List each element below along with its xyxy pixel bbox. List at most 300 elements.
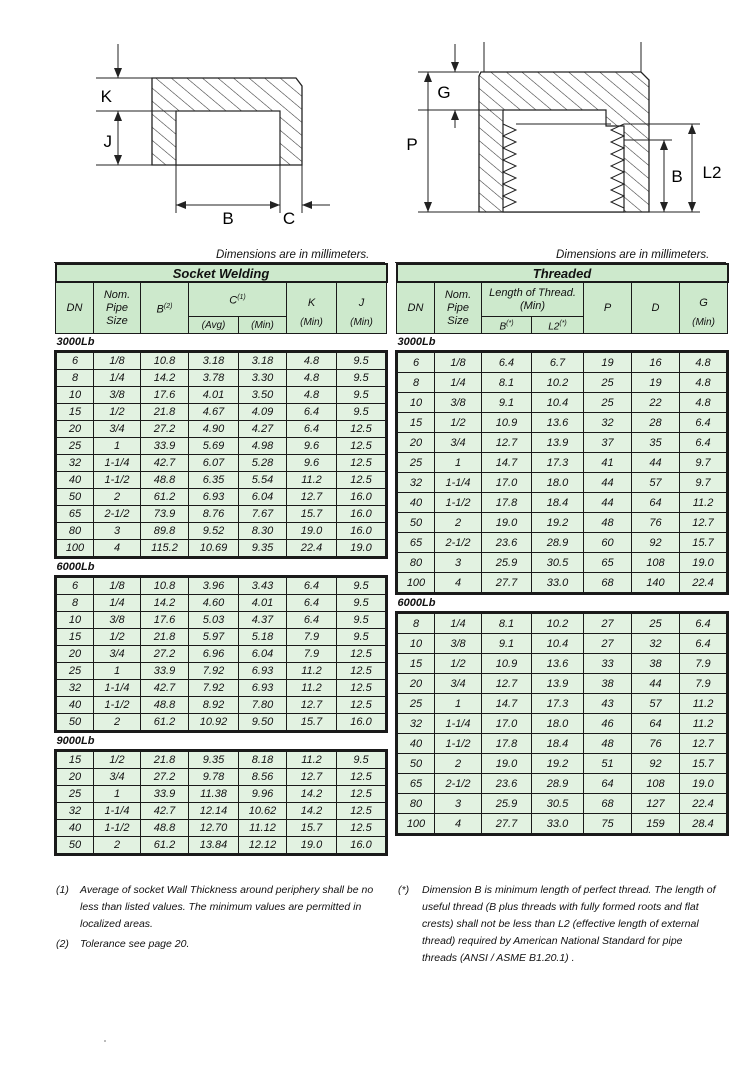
table-cell: 16.0 xyxy=(337,714,387,732)
table-cell: 32 xyxy=(397,714,435,734)
table-cell: 1-1/4 xyxy=(435,473,482,493)
footnote-text: Average of socket Wall Thickness around periphery shall be no xyxy=(80,884,374,896)
table-cell: 159 xyxy=(632,814,680,835)
table-cell: 2 xyxy=(435,513,482,533)
table-cell: 11.12 xyxy=(239,820,287,837)
table-cell: 108 xyxy=(632,774,680,794)
table-cell: 6.07 xyxy=(189,455,239,472)
table-cell: 65 xyxy=(584,553,632,573)
label-j: J xyxy=(103,132,112,151)
table-row xyxy=(397,794,728,814)
table-cell: 10.4 xyxy=(532,634,584,654)
footnote-number: (*) xyxy=(398,884,410,896)
table-cell: 13.84 xyxy=(189,837,239,855)
table-cell: 4.27 xyxy=(239,421,287,438)
table-cell: 8.76 xyxy=(189,506,239,523)
table-cell: 64 xyxy=(584,774,632,794)
col-j: J (Min) xyxy=(337,282,387,334)
socket-welding-table xyxy=(54,263,388,856)
table-cell: 115.2 xyxy=(141,540,189,558)
table-cell: 3/4 xyxy=(94,769,141,786)
threaded-footnotes xyxy=(398,882,728,982)
table-cell: 14.2 xyxy=(287,786,337,803)
table-cell: 2-1/2 xyxy=(435,533,482,553)
table-cell: 3 xyxy=(94,523,141,540)
table-cell: 12.5 xyxy=(337,697,387,714)
table-cell: 9.5 xyxy=(337,612,387,629)
table-cell: 22.4 xyxy=(680,573,728,594)
table-cell: 1 xyxy=(435,694,482,714)
table-row xyxy=(397,714,728,734)
table-cell: 27.2 xyxy=(141,421,189,438)
col-k: K (Min) xyxy=(287,282,337,334)
table-row xyxy=(397,634,728,654)
table-cell: 32 xyxy=(56,455,94,472)
pressure-class-row xyxy=(56,334,387,352)
label-b: B xyxy=(222,209,234,228)
col-nom-pipe-size: Nom. Pipe Size xyxy=(94,282,141,334)
table-cell: 50 xyxy=(56,837,94,855)
table-cell: 10.2 xyxy=(532,613,584,634)
table-cell: 12.12 xyxy=(239,837,287,855)
table-cell: 12.5 xyxy=(337,421,387,438)
table-cell: 3/4 xyxy=(94,646,141,663)
table-cell: 15 xyxy=(56,751,94,769)
table-cell: 1/2 xyxy=(435,654,482,674)
table-cell: 1/4 xyxy=(94,370,141,387)
table-cell: 6.93 xyxy=(189,489,239,506)
table-cell: 16 xyxy=(632,352,680,373)
pressure-class-row xyxy=(397,594,728,613)
table-cell: 4.8 xyxy=(287,352,337,370)
pressure-class-row xyxy=(56,732,387,751)
footnote-text: localized areas. xyxy=(80,918,153,930)
table-cell: 25 xyxy=(397,453,435,473)
table-cell: 7.9 xyxy=(287,646,337,663)
table-cell: 6.4 xyxy=(287,612,337,629)
table-cell: 19.0 xyxy=(482,513,532,533)
table-row xyxy=(397,393,728,413)
table-cell: 65 xyxy=(397,533,435,553)
table-cell: 9.5 xyxy=(337,629,387,646)
table-cell: 1/8 xyxy=(435,352,482,373)
label-thread-b: B xyxy=(671,167,683,186)
table-cell: 16.0 xyxy=(337,506,387,523)
table-cell: 16.0 xyxy=(337,837,387,855)
table-cell: 27.7 xyxy=(482,814,532,835)
table-cell: 80 xyxy=(56,523,94,540)
table-cell: 41 xyxy=(584,453,632,473)
table-cell: 80 xyxy=(397,794,435,814)
table-cell: 9.35 xyxy=(189,751,239,769)
table-cell: 37 xyxy=(584,433,632,453)
table-cell: 6 xyxy=(56,352,94,370)
table-row xyxy=(56,786,387,803)
table-row xyxy=(56,663,387,680)
table-cell: 48.8 xyxy=(141,472,189,489)
table-cell: 20 xyxy=(397,433,435,453)
table-cell: 6.35 xyxy=(189,472,239,489)
table-cell: 1/8 xyxy=(94,352,141,370)
table-cell: 10 xyxy=(397,393,435,413)
table-row xyxy=(397,613,728,634)
socket-table-body xyxy=(56,334,387,855)
table-cell: 1/2 xyxy=(435,413,482,433)
pressure-class-label: 3000Lb xyxy=(56,334,387,352)
table-cell: 1-1/4 xyxy=(94,803,141,820)
table-row xyxy=(56,837,387,855)
table-cell: 8 xyxy=(56,370,94,387)
table-cell: 40 xyxy=(397,493,435,513)
table-cell: 30.5 xyxy=(532,553,584,573)
table-cell: 50 xyxy=(397,754,435,774)
table-row xyxy=(56,489,387,506)
table-cell: 9.7 xyxy=(680,453,728,473)
table-cell: 3/4 xyxy=(94,421,141,438)
table-cell: 1/2 xyxy=(94,404,141,421)
table-row xyxy=(56,472,387,489)
table-cell: 16.0 xyxy=(337,523,387,540)
table-cell: 42.7 xyxy=(141,803,189,820)
table-cell: 14.7 xyxy=(482,453,532,473)
table-cell: 11.2 xyxy=(680,714,728,734)
table-cell: 12.7 xyxy=(680,734,728,754)
table-cell: 8.1 xyxy=(482,613,532,634)
table-cell: 32 xyxy=(56,803,94,820)
table-cell: 18.0 xyxy=(532,714,584,734)
table-cell: 20 xyxy=(56,646,94,663)
table-cell: 12.5 xyxy=(337,438,387,455)
table-cell: 12.5 xyxy=(337,663,387,680)
table-row xyxy=(56,751,387,769)
label-p: P xyxy=(406,135,418,154)
table-cell: 11.38 xyxy=(189,786,239,803)
table-cell: 12.5 xyxy=(337,820,387,837)
table-cell: 3.43 xyxy=(239,577,287,595)
table-cell: 38 xyxy=(632,654,680,674)
table-cell: 20 xyxy=(56,769,94,786)
table-cell: 57 xyxy=(632,694,680,714)
table-cell: 9.50 xyxy=(239,714,287,732)
table-cell: 127 xyxy=(632,794,680,814)
table-cell: 27.2 xyxy=(141,646,189,663)
table-cell: 3.96 xyxy=(189,577,239,595)
col-nom-pipe-size: Nom. Pipe Size xyxy=(435,282,482,334)
table-cell: 68 xyxy=(584,794,632,814)
table-cell: 11.2 xyxy=(287,663,337,680)
table-cell: 40 xyxy=(56,697,94,714)
table-cell: 25 xyxy=(56,438,94,455)
table-cell: 5.97 xyxy=(189,629,239,646)
table-cell: 9.5 xyxy=(337,370,387,387)
col-thread-b: B(*) xyxy=(482,317,532,334)
table-cell: 33.0 xyxy=(532,573,584,594)
table-cell: 12.7 xyxy=(287,769,337,786)
table-cell: 10 xyxy=(397,634,435,654)
table-cell: 22.4 xyxy=(680,794,728,814)
table-cell: 3 xyxy=(435,553,482,573)
table-cell: 6.4 xyxy=(482,352,532,373)
table-cell: 108 xyxy=(632,553,680,573)
table-cell: 6.96 xyxy=(189,646,239,663)
table-cell: 89.8 xyxy=(141,523,189,540)
table-cell: 4.09 xyxy=(239,404,287,421)
threaded-table-title: Threaded xyxy=(397,264,728,282)
socket-welding-diagram xyxy=(96,44,330,228)
table-cell: 19 xyxy=(632,373,680,393)
table-cell: 35 xyxy=(632,433,680,453)
table-cell: 4.01 xyxy=(189,387,239,404)
table-row xyxy=(397,453,728,473)
table-cell: 68 xyxy=(584,573,632,594)
table-cell: 3.78 xyxy=(189,370,239,387)
footnote-number: (1) xyxy=(56,884,69,896)
table-row xyxy=(56,404,387,421)
table-cell: 5.03 xyxy=(189,612,239,629)
table-cell: 6.93 xyxy=(239,663,287,680)
table-cell: 25 xyxy=(56,663,94,680)
table-cell: 76 xyxy=(632,734,680,754)
table-cell: 4.37 xyxy=(239,612,287,629)
table-cell: 10.8 xyxy=(141,352,189,370)
footnote-text: thread) required by American National Standard for pipe xyxy=(422,935,683,947)
table-cell: 42.7 xyxy=(141,680,189,697)
threaded-diagram xyxy=(406,42,721,212)
table-cell: 17.0 xyxy=(482,714,532,734)
table-cell: 14.2 xyxy=(141,595,189,612)
table-cell: 1-1/4 xyxy=(435,714,482,734)
table-cell: 7.92 xyxy=(189,663,239,680)
table-cell: 44 xyxy=(632,674,680,694)
footnote-text: Tolerance see page 20. xyxy=(80,938,190,950)
table-cell: 73.9 xyxy=(141,506,189,523)
table-cell: 1-1/2 xyxy=(94,472,141,489)
table-cell: 1-1/2 xyxy=(94,697,141,714)
table-cell: 8 xyxy=(397,613,435,634)
table-cell: 17.8 xyxy=(482,493,532,513)
table-row xyxy=(397,373,728,393)
table-cell: 12.7 xyxy=(680,513,728,533)
table-cell: 1-1/2 xyxy=(435,734,482,754)
table-cell: 27.7 xyxy=(482,573,532,594)
table-cell: 3.18 xyxy=(189,352,239,370)
table-cell: 12.5 xyxy=(337,769,387,786)
table-cell: 22 xyxy=(632,393,680,413)
table-cell: 17.3 xyxy=(532,453,584,473)
table-cell: 1 xyxy=(94,663,141,680)
table-cell: 25 xyxy=(584,393,632,413)
table-cell: 23.6 xyxy=(482,533,532,553)
table-cell: 4 xyxy=(435,573,482,594)
table-cell: 14.2 xyxy=(141,370,189,387)
table-row xyxy=(397,674,728,694)
table-cell: 8.1 xyxy=(482,373,532,393)
table-cell: 14.7 xyxy=(482,694,532,714)
col-g: G (Min) xyxy=(680,282,728,334)
table-cell: 15.7 xyxy=(680,754,728,774)
table-row xyxy=(56,455,387,472)
table-cell: 9.78 xyxy=(189,769,239,786)
table-cell: 25 xyxy=(584,373,632,393)
table-cell: 10.62 xyxy=(239,803,287,820)
table-cell: 9.5 xyxy=(337,577,387,595)
table-cell: 32 xyxy=(397,473,435,493)
table-cell: 4 xyxy=(435,814,482,835)
table-cell: 15.7 xyxy=(287,506,337,523)
col-b: $B^{(2)}$ xyxy=(141,282,189,334)
table-cell: 19.2 xyxy=(532,513,584,533)
table-cell: 21.8 xyxy=(141,629,189,646)
table-row xyxy=(397,654,728,674)
table-cell: 40 xyxy=(397,734,435,754)
table-cell: 44 xyxy=(584,473,632,493)
table-cell: 13.9 xyxy=(532,674,584,694)
table-row xyxy=(56,629,387,646)
table-cell: 48.8 xyxy=(141,820,189,837)
table-cell: 9.5 xyxy=(337,595,387,612)
table-row xyxy=(397,413,728,433)
table-cell: 19.0 xyxy=(482,754,532,774)
table-cell: 2 xyxy=(94,837,141,855)
table-cell: 15.7 xyxy=(287,820,337,837)
table-cell: 61.2 xyxy=(141,714,189,732)
threaded-table xyxy=(395,263,729,836)
table-cell: 25.9 xyxy=(482,553,532,573)
table-cell: 7.92 xyxy=(189,680,239,697)
table-cell: 9.1 xyxy=(482,634,532,654)
table-cell: 10.9 xyxy=(482,413,532,433)
table-cell: 32 xyxy=(632,634,680,654)
table-cell: 10 xyxy=(56,387,94,404)
table-cell: 75 xyxy=(584,814,632,835)
table-cell: 8.92 xyxy=(189,697,239,714)
table-row xyxy=(56,697,387,714)
table-row xyxy=(56,540,387,558)
label-l2: L2 xyxy=(702,163,722,182)
table-cell: 15 xyxy=(397,654,435,674)
table-cell: 1-1/2 xyxy=(94,820,141,837)
table-cell: 22.4 xyxy=(287,540,337,558)
table-cell: 61.2 xyxy=(141,837,189,855)
table-row xyxy=(397,754,728,774)
table-cell: 28.4 xyxy=(680,814,728,835)
table-cell: 92 xyxy=(632,533,680,553)
table-cell: 12.5 xyxy=(337,803,387,820)
table-cell: 50 xyxy=(56,489,94,506)
table-cell: 18.4 xyxy=(532,493,584,513)
table-cell: 100 xyxy=(56,540,94,558)
table-cell: 61.2 xyxy=(141,489,189,506)
table-cell: 19.0 xyxy=(287,837,337,855)
table-cell: 2 xyxy=(94,714,141,732)
table-cell: 21.8 xyxy=(141,404,189,421)
table-cell: 19.0 xyxy=(680,774,728,794)
table-cell: 8.56 xyxy=(239,769,287,786)
footnote-text: Dimension B is minimum length of perfect thread. The length of xyxy=(422,884,716,896)
col-c-avg: (Avg) xyxy=(189,317,239,334)
table-cell: 15.7 xyxy=(287,714,337,732)
table-cell: 51 xyxy=(584,754,632,774)
label-g: G xyxy=(437,83,451,102)
table-cell: 4 xyxy=(94,540,141,558)
table-cell: 7.9 xyxy=(680,674,728,694)
table-cell: 4.8 xyxy=(680,352,728,373)
table-cell: 12.7 xyxy=(482,433,532,453)
table-cell: 33.9 xyxy=(141,438,189,455)
table-cell: 9.52 xyxy=(189,523,239,540)
table-cell: 9.5 xyxy=(337,404,387,421)
table-cell: 9.5 xyxy=(337,751,387,769)
table-cell: 6 xyxy=(56,577,94,595)
table-cell: 32 xyxy=(56,680,94,697)
table-cell: 92 xyxy=(632,754,680,774)
table-cell: 13.9 xyxy=(532,433,584,453)
table-cell: 15 xyxy=(56,404,94,421)
table-cell: 6.4 xyxy=(287,404,337,421)
table-row xyxy=(56,680,387,697)
table-cell: 4.90 xyxy=(189,421,239,438)
table-row xyxy=(397,433,728,453)
table-cell: 14.2 xyxy=(287,803,337,820)
table-cell: 4.8 xyxy=(680,393,728,413)
table-cell: 18.0 xyxy=(532,473,584,493)
table-cell: 4.98 xyxy=(239,438,287,455)
table-cell: 6 xyxy=(397,352,435,373)
table-cell: 33.9 xyxy=(141,786,189,803)
table-cell: 10.8 xyxy=(141,577,189,595)
footnote-number: (2) xyxy=(56,938,69,950)
table-cell: 10.69 xyxy=(189,540,239,558)
table-cell: 3 xyxy=(435,794,482,814)
units-note-threaded: Dimensions are in millimeters. xyxy=(556,249,710,261)
table-cell: 28.9 xyxy=(532,533,584,553)
table-cell: 6.04 xyxy=(239,646,287,663)
table-cell: 8 xyxy=(397,373,435,393)
footnote-text: useful thread (B plus threads with fully formed roots and flat xyxy=(422,901,699,913)
table-row xyxy=(56,352,387,370)
label-k: K xyxy=(100,87,112,106)
table-cell: 6.93 xyxy=(239,680,287,697)
table-cell: 21.8 xyxy=(141,751,189,769)
table-cell: 43 xyxy=(584,694,632,714)
table-cell: 5.54 xyxy=(239,472,287,489)
col-c-min: (Min) xyxy=(239,317,287,334)
table-cell: 20 xyxy=(56,421,94,438)
table-cell: 12.70 xyxy=(189,820,239,837)
table-row xyxy=(397,533,728,553)
table-row xyxy=(56,421,387,438)
table-cell: 8 xyxy=(56,595,94,612)
table-cell: 4.60 xyxy=(189,595,239,612)
table-cell: 3/8 xyxy=(435,634,482,654)
table-cell: 19.0 xyxy=(337,540,387,558)
table-row xyxy=(397,573,728,594)
table-cell: 12.7 xyxy=(287,697,337,714)
table-cell: 9.6 xyxy=(287,438,337,455)
table-cell: 13.6 xyxy=(532,654,584,674)
table-cell: 80 xyxy=(397,553,435,573)
table-cell: 65 xyxy=(56,506,94,523)
table-cell: 3/4 xyxy=(435,674,482,694)
table-cell: 6.4 xyxy=(680,433,728,453)
table-cell: 7.67 xyxy=(239,506,287,523)
table-cell: 10 xyxy=(56,612,94,629)
table-cell: 27.2 xyxy=(141,769,189,786)
table-cell: 19 xyxy=(584,352,632,373)
table-row xyxy=(56,438,387,455)
table-row xyxy=(56,387,387,404)
col-length-of-thread: Length of Thread. (Min) xyxy=(482,282,584,317)
